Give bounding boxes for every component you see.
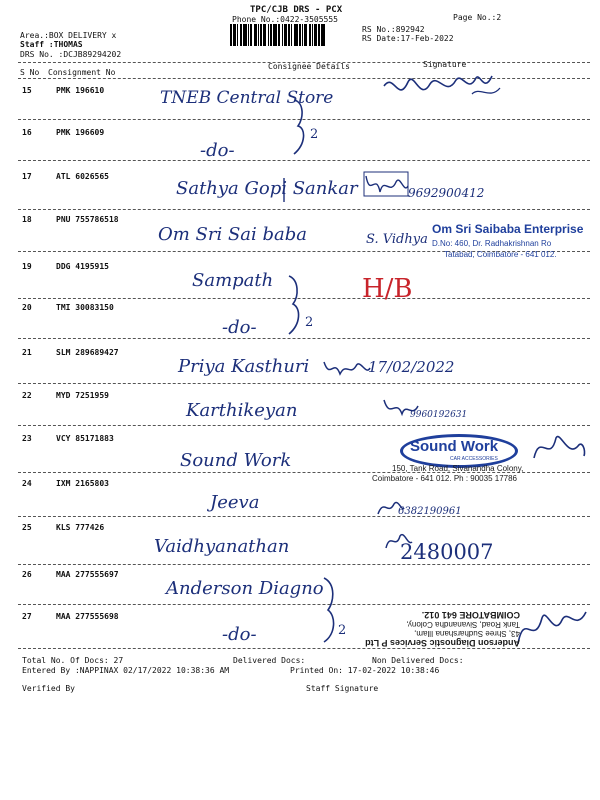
consignee-handwriting: TNEB Central Store (160, 88, 334, 108)
row-sno: 19 (22, 262, 32, 271)
stamp-saibaba-address: Tatabad, Coimbatore - 641 012. (444, 250, 557, 259)
row-consignment: ATL 6026565 (56, 172, 109, 181)
svg-text:2: 2 (310, 127, 319, 142)
stamp-soundwork-address: 150, Tank Road, Sivanandha Colony, (392, 464, 524, 473)
consignee-handwriting: Vaidhyanathan (154, 536, 290, 557)
signature (380, 68, 510, 108)
row-sno: 21 (22, 348, 32, 357)
col-sno: S No (20, 68, 40, 77)
signature (362, 170, 412, 200)
rs-number: RS No.:892942 (362, 25, 425, 34)
svg-text:2: 2 (305, 315, 314, 330)
consignee-handwriting: Karthikeyan (186, 400, 298, 421)
row-consignment: DDG 4195915 (56, 262, 109, 271)
phone-note: 9692900412 (408, 186, 485, 200)
col-consignee: Consignee Details (268, 62, 350, 71)
consignee-handwriting: Sampath (192, 270, 274, 291)
entered-by: Entered By :NAPPINAX 02/17/2022 10:38:36 AM (22, 666, 230, 675)
stamp-anderson-line: Anderson Diagnostic Services P Ltd (365, 638, 520, 648)
row-consignment: TMI 30083150 (56, 303, 114, 312)
drs-number: DRS No. :DCJB89294202 (20, 50, 122, 59)
row-consignment: KLS 777426 (56, 523, 105, 532)
divider (18, 383, 590, 384)
row-consignment: VCY 85171883 (56, 434, 114, 443)
consignee-handwriting: Jeeva (210, 492, 260, 513)
consignee-handwriting: -do- (222, 317, 257, 338)
non-delivered-docs: Non Delivered Docs: (372, 656, 464, 665)
stamp-anderson-line: 43, Shree Sudharshana Illam, (414, 629, 520, 638)
row-sno: 24 (22, 479, 32, 488)
signature (512, 600, 592, 652)
row-consignment: MAA 277555698 (56, 612, 119, 621)
phone-note: 6382190961 (398, 506, 462, 517)
delivered-docs: Delivered Docs: (233, 656, 306, 665)
page-number: Page No.:2 (453, 13, 502, 22)
row-consignment: PNU 755786518 (56, 215, 119, 224)
stamp-hb: H/B (362, 274, 413, 304)
row-consignment: PMK 196610 (56, 86, 105, 95)
consignee-handwriting: Sathya Gopi Sankar (176, 178, 358, 199)
row-consignment: SLM 289689427 (56, 348, 119, 357)
consignee-handwriting: -do- (200, 140, 235, 161)
number-note: 2480007 (400, 540, 494, 564)
verified-by: Verified By (22, 684, 75, 693)
row-sno: 15 (22, 86, 32, 95)
area-label: Area.:BOX DELIVERY x (20, 31, 117, 40)
stamp-saibaba-address: D.No: 460, Dr. Radhakrishnan Ro (432, 239, 552, 248)
row-consignment: IXM 2165803 (56, 479, 109, 488)
consignee-handwriting: -do- (222, 624, 257, 645)
divider (18, 160, 590, 161)
divider (18, 564, 590, 565)
stamp-anderson-line: Tank Road, Sivanandha Colony, (406, 620, 520, 629)
divider (18, 516, 590, 517)
divider (18, 425, 590, 426)
row-sno: 27 (22, 612, 32, 621)
bracket-mark (282, 176, 302, 206)
doc-title: TPC/CJB DRS - PCX (250, 5, 343, 15)
row-sno: 20 (22, 303, 32, 312)
rs-date: RS Date:17-Feb-2022 (362, 34, 454, 43)
brace-mark (285, 274, 325, 338)
stamp-soundwork-name: Sound Work (410, 438, 499, 455)
signature (528, 428, 588, 468)
row-consignment: PMK 196609 (56, 128, 105, 137)
stamp-soundwork-address: Coimbatore - 641 012. Ph : 90035 17786 (372, 474, 517, 483)
divider (18, 338, 590, 339)
consignee-handwriting: Priya Kasthuri (178, 356, 310, 377)
printed-on: Printed On: 17-02-2022 10:38:46 (290, 666, 440, 675)
signature (384, 528, 414, 552)
row-sno: 26 (22, 570, 32, 579)
row-consignment: MAA 277555697 (56, 570, 119, 579)
consignee-handwriting: Om Sri Sai baba (158, 224, 308, 245)
row-consignment: MYD 7251959 (56, 391, 109, 400)
row-sno: 22 (22, 391, 32, 400)
row-sno: 18 (22, 215, 32, 224)
stamp-anderson-line: COIMBATORE 641 012. (421, 610, 520, 620)
receiver-name-note: S. Vidhya (366, 232, 428, 247)
divider (18, 209, 590, 210)
date-note: 17/02/2022 (368, 358, 455, 376)
consignee-handwriting: Sound Work (180, 450, 292, 471)
row-sno: 23 (22, 434, 32, 443)
phone-number: Phone No.:0422-3505555 (232, 15, 338, 24)
signature (322, 354, 372, 384)
stamp-anderson (350, 584, 520, 648)
row-sno: 17 (22, 172, 32, 181)
row-sno: 16 (22, 128, 32, 137)
barcode (230, 24, 360, 46)
signature (380, 396, 420, 424)
signature (376, 496, 406, 518)
consignee-handwriting: Anderson Diagno (166, 578, 324, 599)
staff-label: Staff :THOMAS (20, 40, 83, 49)
divider (18, 648, 590, 649)
svg-text:2: 2 (338, 623, 347, 638)
staff-signature-label: Staff Signature (306, 684, 379, 693)
brace-mark (290, 98, 330, 158)
row-sno: 25 (22, 523, 32, 532)
col-signature: Signature (423, 60, 467, 69)
phone-note: 9960192631 (410, 410, 468, 420)
total-docs: Total No. Of Docs: 27 (22, 656, 124, 665)
stamp-saibaba-name: Om Sri Saibaba Enterprise (432, 222, 584, 236)
stamp-soundwork-subtitle: CAR ACCESSORIES (450, 456, 498, 462)
col-consignment: Consignment No (48, 68, 116, 77)
